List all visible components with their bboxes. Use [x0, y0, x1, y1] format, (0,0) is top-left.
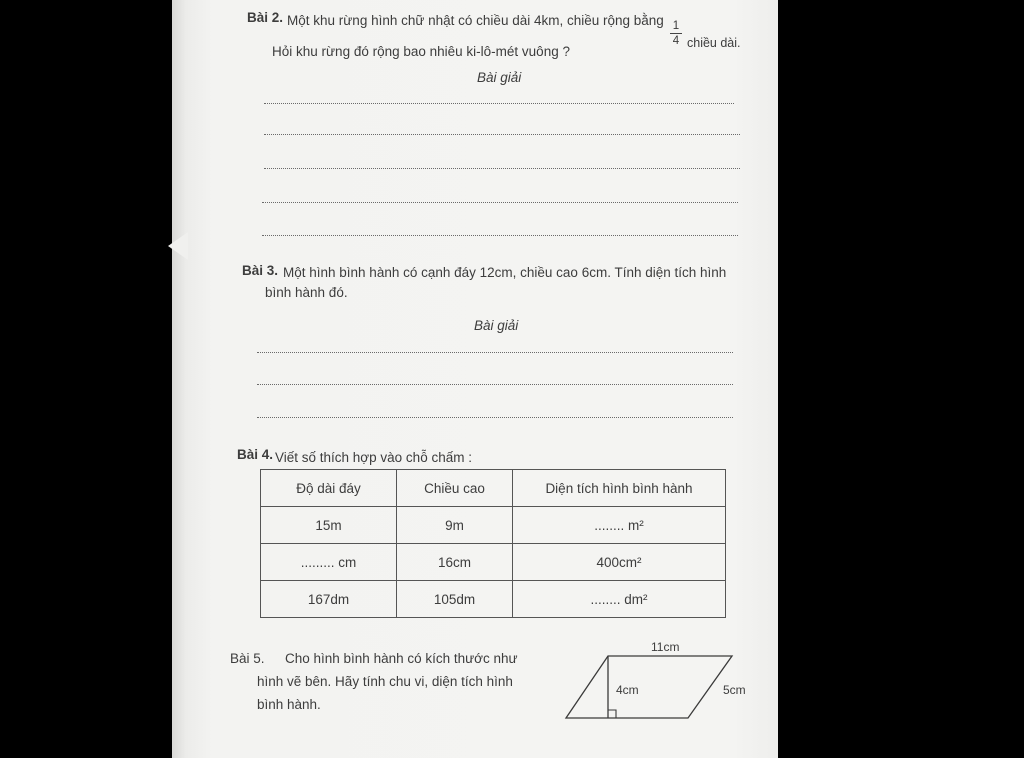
answer-line[interactable] [257, 352, 733, 353]
table-cell: 9m [397, 507, 513, 544]
bai5-text-line2: hình vẽ bên. Hãy tính chu vi, diện tích hình [257, 674, 513, 689]
answer-line[interactable] [264, 103, 734, 104]
table-header-row [261, 470, 726, 507]
table-row [261, 507, 726, 544]
workbook-page [172, 0, 778, 758]
fraction-denominator: 4 [672, 35, 680, 47]
header-height: Chiều cao [397, 470, 513, 507]
parallelogram-shape [566, 656, 732, 718]
answer-line[interactable] [262, 202, 738, 203]
answer-line[interactable] [257, 384, 733, 385]
table-cell-blank[interactable]: ........ m² [513, 507, 726, 544]
bai3-label: Bài 3. [242, 263, 279, 278]
figure-top-label: 11cm [651, 640, 680, 654]
table-cell-blank[interactable]: ........ dm² [513, 581, 726, 618]
bai3-text-line1: Một hình bình hành có cạnh đáy 12cm, chiều cao 6cm. Tính diện tích hình [283, 265, 727, 280]
answer-line[interactable] [262, 235, 738, 236]
answer-line[interactable] [264, 134, 740, 135]
bai5-text-line3: bình hành. [257, 697, 321, 712]
figure-height-label: 4cm [616, 683, 639, 697]
bai5-text-line1: Cho hình bình hành có kích thước như [285, 651, 518, 666]
bai2-text-line1: Một khu rừng hình chữ nhật có chiều dài 4km, chiều rộng bằng [287, 13, 664, 28]
bai2-solution-label: Bài giải [477, 70, 522, 85]
bai5-label: Bài 5. [230, 651, 265, 666]
bai3-text-line2: bình hành đó. [265, 285, 348, 300]
figure-side-label: 5cm [723, 683, 746, 697]
table-row [261, 581, 726, 618]
page-edge-fold [168, 232, 188, 260]
bai3-solution-label: Bài giải [474, 318, 519, 333]
table-cell: 400cm² [513, 544, 726, 581]
fraction-numerator: 1 [672, 20, 680, 32]
table-cell-blank[interactable]: ......... cm [261, 544, 397, 581]
answer-line[interactable] [264, 168, 740, 169]
bai4-instruction: Viết số thích hợp vào chỗ chấm : [275, 450, 472, 465]
table-cell: 105dm [397, 581, 513, 618]
bai2-text-line1-end: chiều dài. [687, 36, 741, 50]
bai2-fraction [670, 20, 682, 47]
header-area: Diện tích hình bình hành [513, 470, 726, 507]
bai2-text-line2: Hỏi khu rừng đó rộng bao nhiêu ki-lô-mét vuông ? [272, 44, 570, 59]
bai2-label: Bài 2. [247, 10, 284, 25]
table-cell: 15m [261, 507, 397, 544]
fraction-bar [670, 33, 682, 34]
table-row [261, 544, 726, 581]
table-cell: 16cm [397, 544, 513, 581]
area-table [260, 469, 726, 618]
answer-line[interactable] [257, 417, 733, 418]
table-cell: 167dm [261, 581, 397, 618]
right-angle-mark [608, 710, 616, 718]
bai4-label: Bài 4. [237, 447, 274, 462]
header-base-length: Độ dài đáy [261, 470, 397, 507]
